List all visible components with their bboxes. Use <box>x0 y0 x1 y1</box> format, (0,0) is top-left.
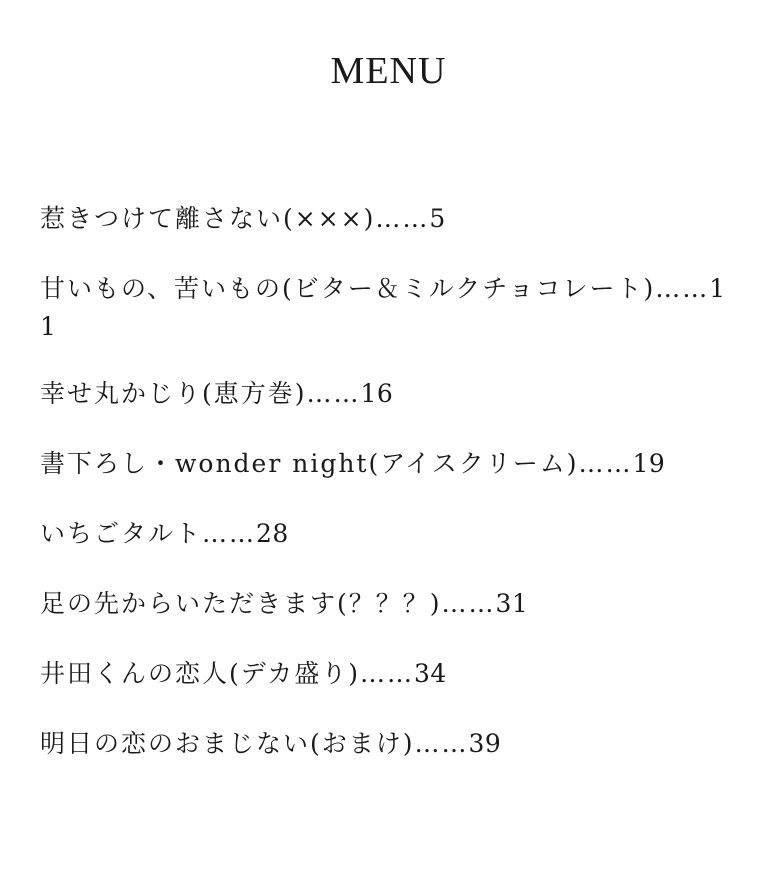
toc-entry-title: 書下ろし・wonder night(アイスクリーム)…… <box>40 449 633 478</box>
toc-entry-title: 幸せ丸かじり(恵方巻)…… <box>40 379 361 408</box>
toc-entry[interactable] <box>40 445 740 483</box>
toc-entry-page: 5 <box>429 204 446 233</box>
toc-entry[interactable] <box>40 375 740 413</box>
toc-entry[interactable] <box>40 270 740 346</box>
toc-entry-title: 足の先からいただきます(？？？)…… <box>40 589 496 618</box>
toc-entry-page: 19 <box>632 449 666 478</box>
toc-entry-page: 28 <box>256 519 289 548</box>
toc-entry[interactable] <box>40 515 740 553</box>
toc-entry-page: 39 <box>468 729 502 758</box>
toc-entry[interactable] <box>40 200 740 238</box>
toc-entry-page: 16 <box>360 379 394 408</box>
toc-entry[interactable] <box>40 655 740 693</box>
toc-entry-title: いちごタルト…… <box>40 519 257 548</box>
table-of-contents <box>40 200 740 795</box>
toc-entry-page: 31 <box>495 589 529 618</box>
toc-entry-page: 34 <box>414 659 447 688</box>
toc-entry[interactable] <box>40 725 740 763</box>
toc-entry-page: 11 <box>40 274 726 341</box>
toc-entry-title: 井田くんの恋人(デカ盛り)…… <box>40 659 415 688</box>
toc-entry-title: 甘いもの、苦いもの(ビター＆ミルクチョコレート)…… <box>40 274 710 303</box>
toc-entry-title: 惹きつけて離さない(×××)…… <box>40 204 430 233</box>
page-title: MENU <box>330 50 447 92</box>
toc-entry[interactable] <box>40 585 740 623</box>
toc-entry-title: 明日の恋のおまじない(おまけ)…… <box>40 729 469 758</box>
